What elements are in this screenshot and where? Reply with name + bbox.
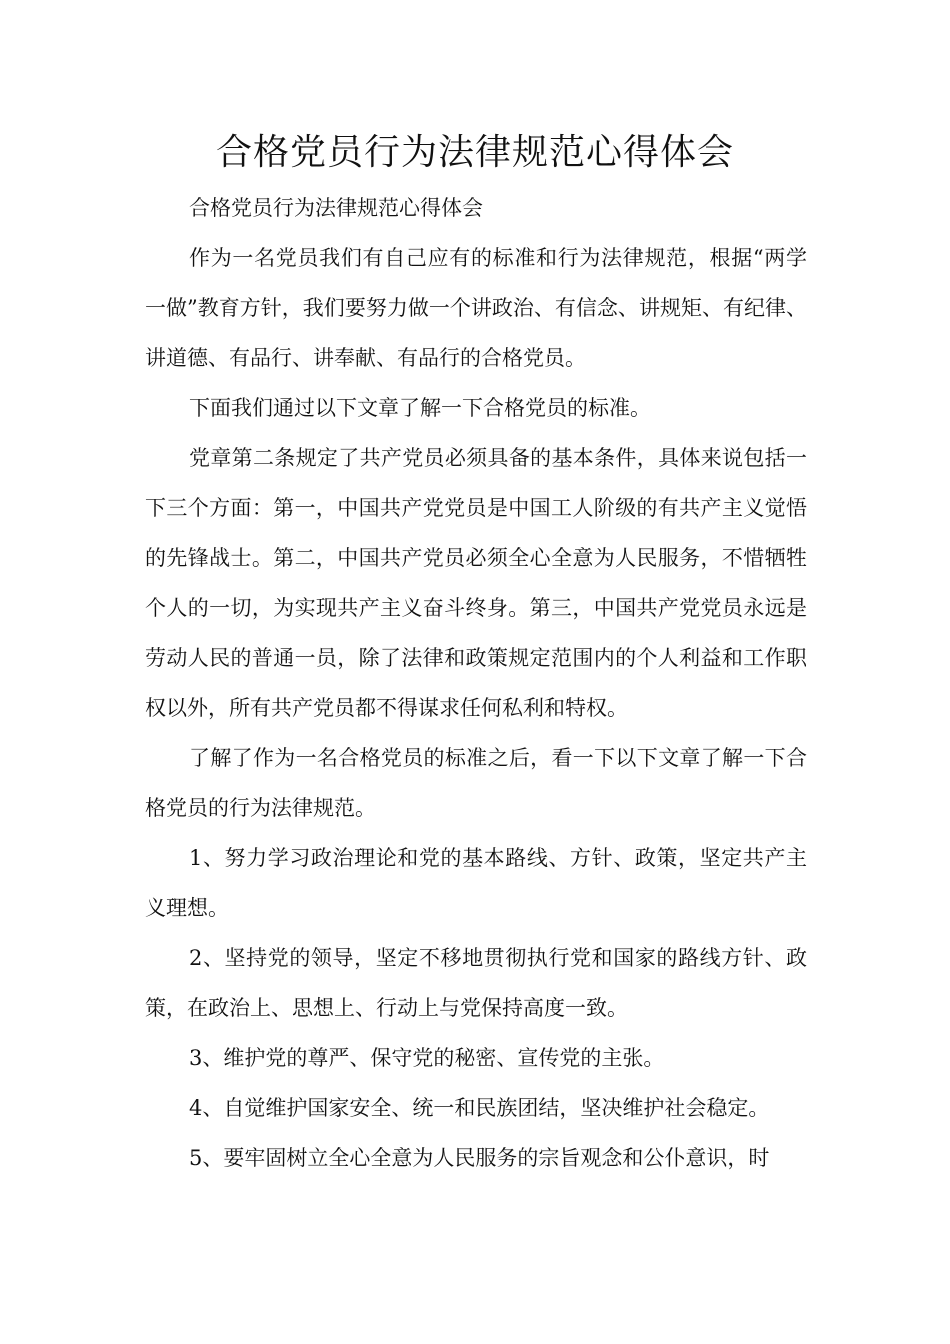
list-item-4: 4、自觉维护国家安全、统一和民族团结，坚决维护社会稳定。 — [189, 1096, 770, 1120]
transition-paragraph-2: 了解了作为一名合格党员的标准之后，看一下以下文章了解一下合格党员的行为法律规范。 — [145, 746, 807, 820]
list-item-1: 1、努力学习政治理论和党的基本路线、方针、政策，坚定共产主义理想。 — [145, 846, 807, 920]
document-body — [145, 183, 807, 1183]
subtitle-paragraph: 合格党员行为法律规范心得体会 — [189, 196, 483, 220]
list-item-2: 2、坚持党的领导，坚定不移地贯彻执行党和国家的路线方针、政策，在政治上、思想上、行动上与党保持高度一致。 — [145, 946, 807, 1020]
document-title: 合格党员行为法律规范心得体会 — [215, 132, 734, 173]
standards-paragraph: 党章第二条规定了共产党员必须具备的基本条件，具体来说包括一下三个方面：第一，中国共产党党员是中国工人阶级的有共产主义觉悟的先锋战士。第二，中国共产党员必须全心全意为人民服务，不惜牺牲个人的一切，为实现共产主义奋斗终身。第三，中国共产党党员永远是劳动人民的普通一员，除了法律和政策规定范围内的个人利益和工作职权以外，所有共产党员都不得谋求任何私利和特权。 — [145, 446, 807, 720]
intro-paragraph: 作为一名党员我们有自己应有的标准和行为法律规范，根据“两学一做”教育方针，我们要努力做一个讲政治、有信念、讲规矩、有纪律、讲道德、有品行、讲奉献、有品行的合格党员。 — [145, 246, 807, 370]
list-item-5: 5、要牢固树立全心全意为人民服务的宗旨观念和公仆意识，时 — [189, 1146, 770, 1170]
list-item-3: 3、维护党的尊严、保守党的秘密、宣传党的主张。 — [189, 1046, 665, 1070]
transition-paragraph: 下面我们通过以下文章了解一下合格党员的标准。 — [189, 396, 651, 420]
